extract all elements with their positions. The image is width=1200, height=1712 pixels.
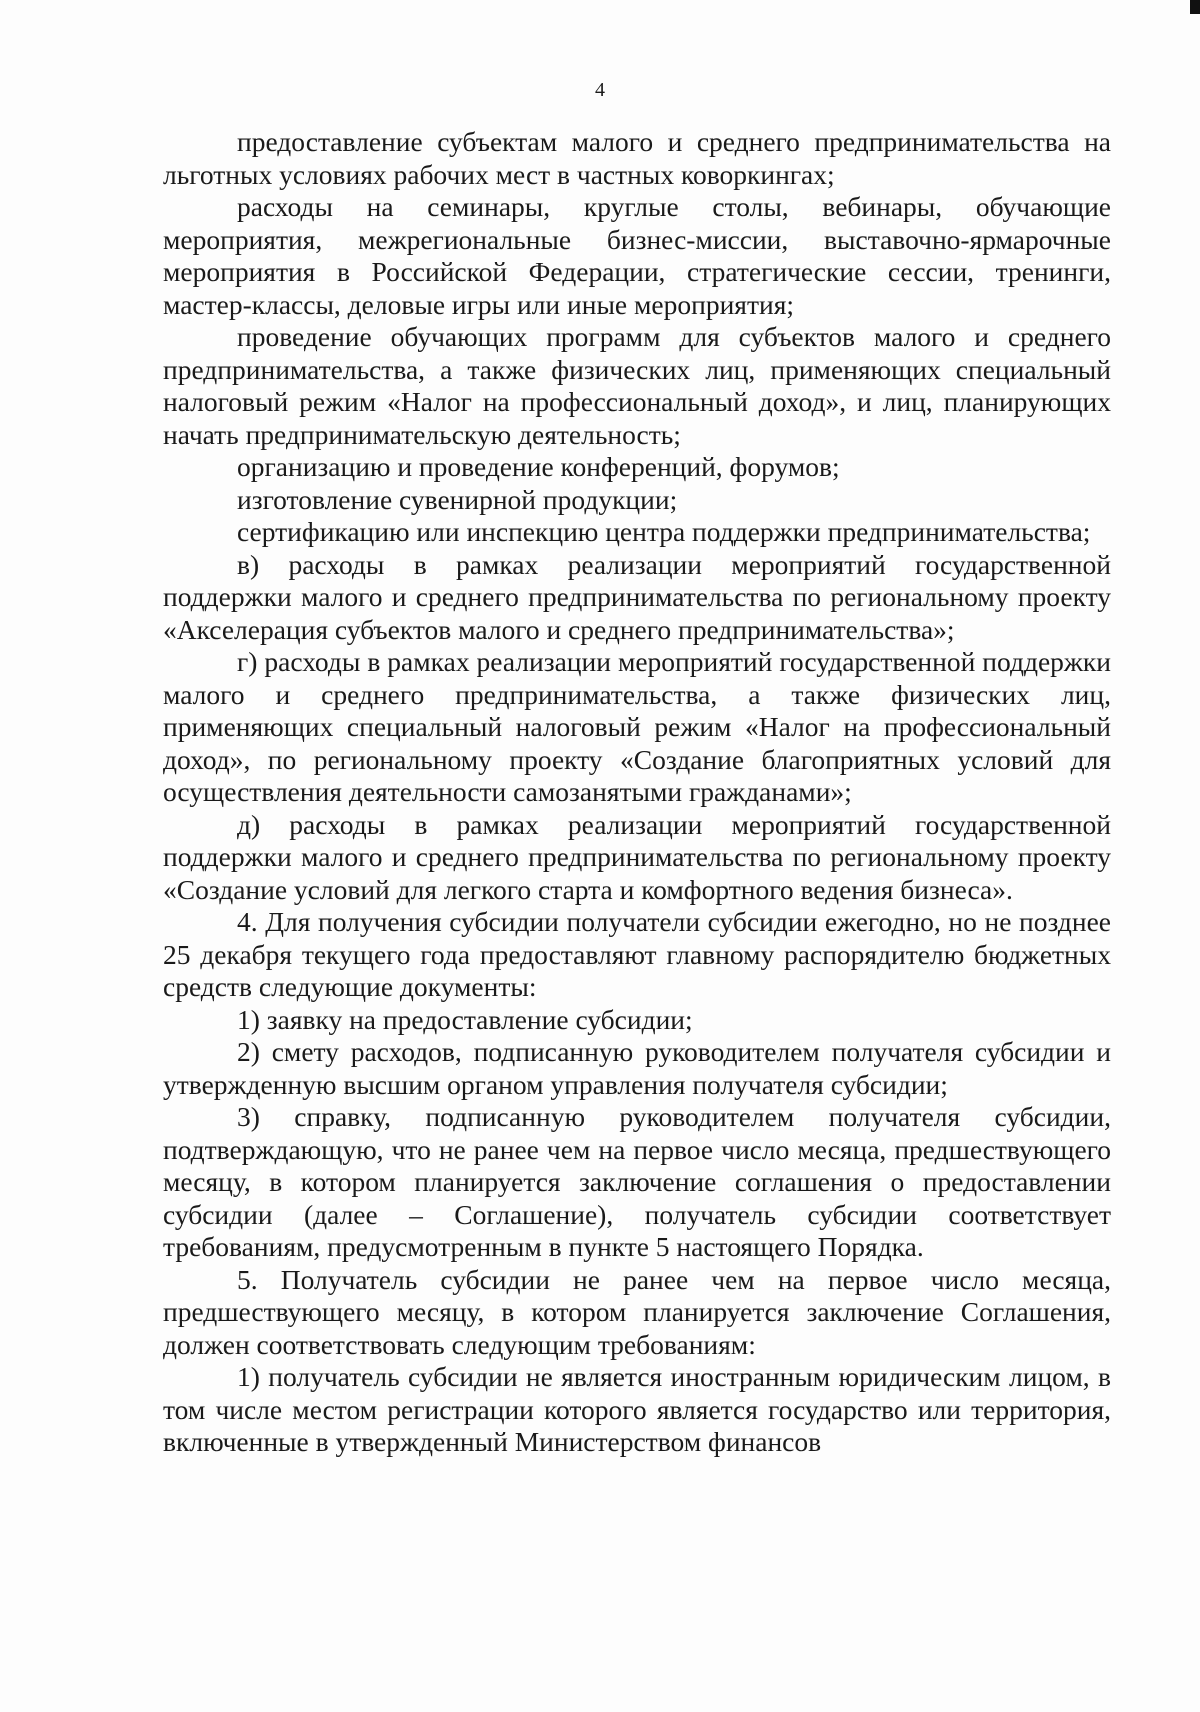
paragraph: организацию и проведение конференций, форумов;: [237, 451, 840, 482]
paragraph: предоставление субъектам малого и среднего предпринимательства на льготных условиях рабочих мест в частных коворкингах;: [163, 126, 1111, 190]
page-number: 4: [595, 79, 605, 101]
paragraph: проведение обучающих программ для субъектов малого и среднего предпринимательства, а также физических лиц, применяющих специальный налоговый режим «Налог на профессиональный доход», и лиц, планирующих начать предпринимательскую деятельность;: [163, 321, 1111, 450]
paragraph: 3) справку, подписанную руководителем получателя субсидии, подтверждающую, что не ранее чем на первое число месяца, предшествующего месяцу, в котором планируется заключение соглашения о предоставлении субсидии (далее – Соглашение), получатель субсидии соответствует требованиям, предусмотренным в пункте 5 настоящего Порядка.: [163, 1101, 1111, 1262]
paragraph: расходы на семинары, круглые столы, вебинары, обучающие мероприятия, межрегиональные бизнес-миссии, выставочно-ярмарочные мероприятия в Российской Федерации, стратегические сессии, тренинги, мастер-классы, деловые игры или иные мероприятия;: [163, 191, 1111, 320]
scan-edge-mark: [1190, 0, 1200, 14]
paragraph: г) расходы в рамках реализации мероприятий государственной поддержки малого и среднего предпринимательства, а также физических лиц, применяющих специальный налоговый режим «Налог на профессиональный доход», по региональному проекту «Создание благоприятных условий для осуществления деятельности самозанятыми гражданами»;: [163, 646, 1111, 807]
paragraph: в) расходы в рамках реализации мероприятий государственной поддержки малого и среднего предпринимательства по региональному проекту «Акселерация субъектов малого и среднего предпринимательства»;: [163, 548, 1111, 645]
paragraph: 4. Для получения субсидии получатели субсидии ежегодно, но не позднее 25 декабря текущего года предоставляют главному распорядителю бюджетных средств следующие документы:: [163, 906, 1111, 1002]
paragraph: изготовление сувенирной продукции;: [237, 483, 678, 515]
paragraph: 2) смету расходов, подписанную руководителем получателя субсидии и утвержденную высшим органом управления получателя субсидии;: [163, 1036, 1111, 1100]
paragraph: д) расходы в рамках реализации мероприятий государственной поддержки малого и среднего предпринимательства по региональному проекту «Создание условий для легкого старта и комфортного ведения бизнеса».: [163, 808, 1111, 905]
paragraph: 5. Получатель субсидии не ранее чем на первое число месяца, предшествующего месяцу, в котором планируется заключение Соглашения, должен соответствовать следующим требованиям:: [163, 1263, 1111, 1360]
paragraph: 1) заявку на предоставление субсидии;: [237, 1003, 693, 1035]
document-body: [163, 126, 1111, 1459]
paragraph: сертификацию или инспекцию центра поддержки предпринимательства;: [237, 516, 1091, 547]
paragraph: 1) получатель субсидии не является иностранным юридическим лицом, в том числе местом регистрации которого является государство или территория, включенные в утвержденный Министерством финансов: [163, 1361, 1111, 1457]
